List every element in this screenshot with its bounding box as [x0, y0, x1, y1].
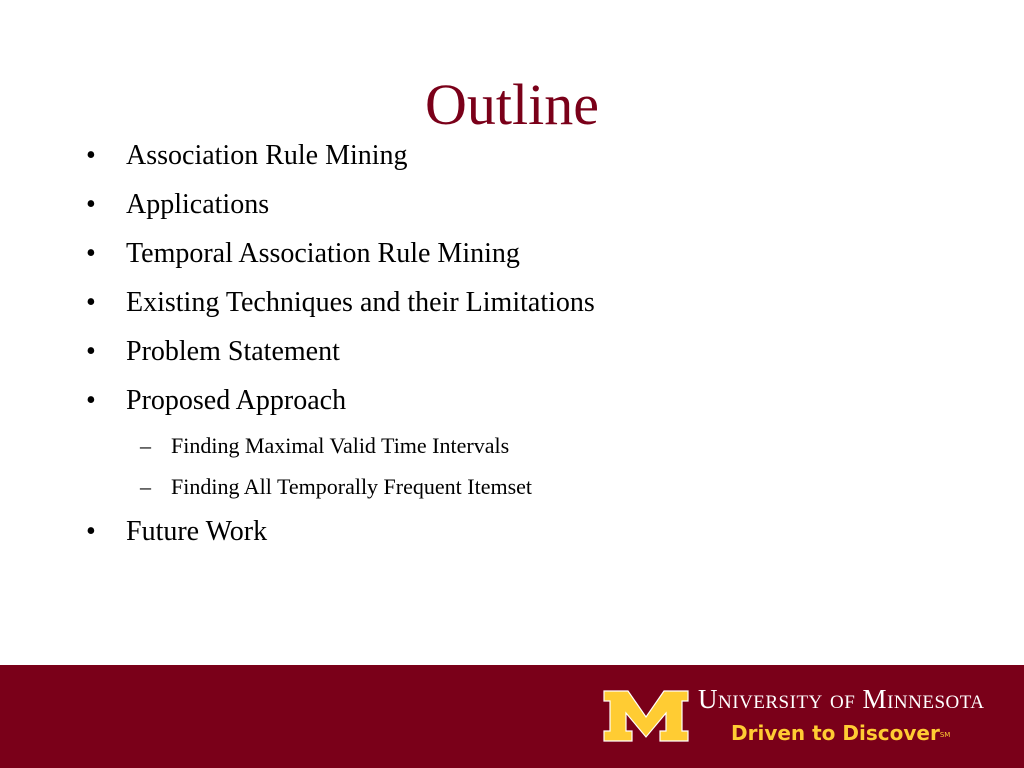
dash-icon: – [140, 433, 151, 458]
slide-title: Outline [425, 71, 599, 137]
outline-item-text: Association Rule Mining [126, 140, 408, 171]
bullet-icon: • [86, 140, 96, 171]
outline-item-text: Existing Techniques and their Limitations [126, 287, 595, 318]
outline-subitem-text: Finding All Temporally Frequent Itemset [171, 474, 533, 499]
footer-bar [0, 665, 1024, 768]
outline-item-text: Applications [126, 189, 270, 220]
bullet-icon: • [86, 189, 96, 220]
bullet-icon: • [86, 238, 96, 269]
block-m-logo-icon [603, 690, 689, 742]
service-mark: SM [939, 731, 951, 739]
tagline-text: Driven to Discover [731, 721, 940, 745]
outline-item-text: Future Work [126, 516, 268, 547]
outline-item-text: Problem Statement [126, 336, 340, 367]
university-name: University of Minnesota [698, 684, 985, 714]
outline-item-text: Proposed Approach [126, 385, 347, 416]
dash-icon: – [140, 474, 151, 499]
bullet-icon: • [86, 287, 96, 318]
outline-item-text: Temporal Association Rule Mining [126, 238, 520, 269]
bullet-icon: • [86, 336, 96, 367]
tagline [731, 719, 950, 747]
outline-subitem-text: Finding Maximal Valid Time Intervals [171, 433, 510, 458]
bullet-icon: • [86, 385, 96, 416]
bullet-icon: • [86, 516, 96, 547]
